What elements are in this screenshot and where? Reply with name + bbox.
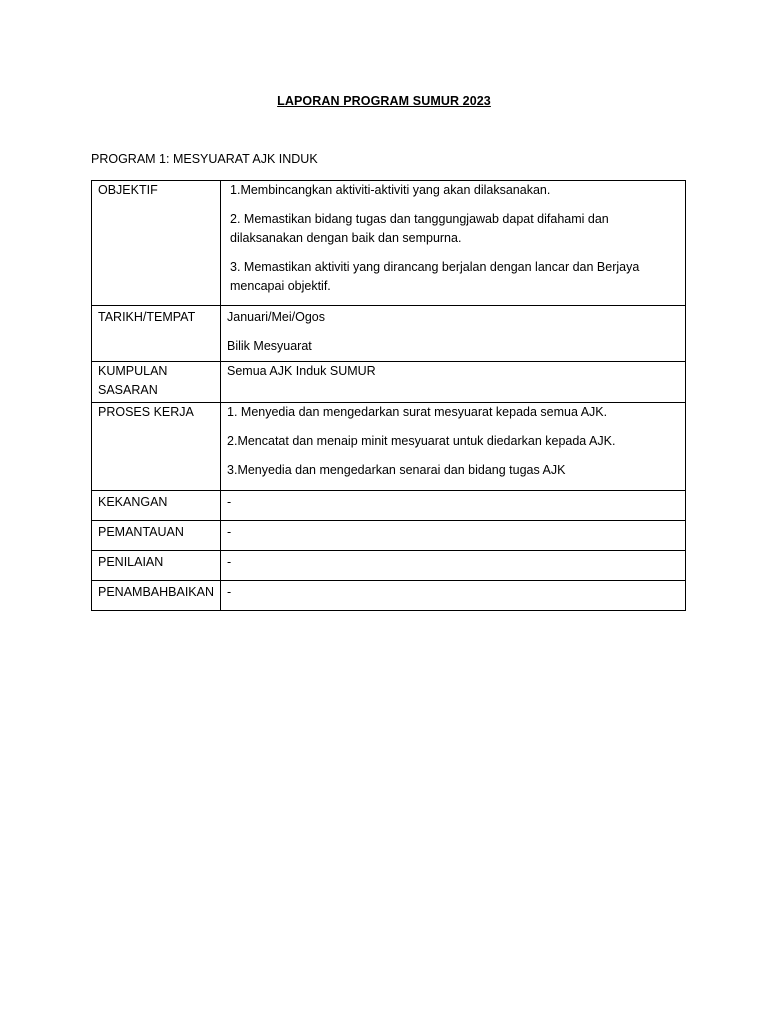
- proses-item-3: 3.Menyedia dan mengedarkan senarai dan bidang tugas AJK: [227, 463, 566, 477]
- proses-item-2: 2.Mencatat dan menaip minit mesyuarat untuk diedarkan kepada AJK.: [227, 434, 616, 448]
- label-proses-kerja: PROSES KERJA: [92, 403, 221, 491]
- report-table: [91, 180, 686, 611]
- label-pemantauan: PEMANTAUAN: [92, 521, 221, 551]
- page-title: LAPORAN PROGRAM SUMUR 2023: [277, 94, 491, 108]
- tempat-value: Bilik Mesyuarat: [227, 339, 312, 353]
- program-heading: PROGRAM 1: MESYUARAT AJK INDUK: [91, 152, 318, 166]
- value-kekangan: -: [221, 491, 686, 521]
- label-tarikh-tempat: TARIKH/TEMPAT: [92, 306, 221, 362]
- label-penilaian: PENILAIAN: [92, 551, 221, 581]
- objektif-item-2: 2. Memastikan bidang tugas dan tanggungjawab dapat difahami dan dilaksanakan dengan baik dan sempurna.: [230, 212, 609, 245]
- tarikh-value: Januari/Mei/Ogos: [227, 310, 325, 324]
- objektif-item-1: 1.Membincangkan aktiviti-aktiviti yang akan dilaksanakan.: [230, 183, 551, 197]
- value-tarikh-tempat: [221, 306, 686, 362]
- value-proses-kerja: [221, 403, 686, 491]
- table-row-penilaian: [92, 551, 686, 581]
- label-kekangan: KEKANGAN: [92, 491, 221, 521]
- table-row-tarikh-tempat: [92, 306, 686, 362]
- value-pemantauan: -: [221, 521, 686, 551]
- value-penambahbaikan: -: [221, 581, 686, 611]
- value-penilaian: -: [221, 551, 686, 581]
- label-kumpulan-sasaran: KUMPULAN SASARAN: [92, 362, 221, 403]
- label-penambahbaikan: PENAMBAHBAIKAN: [92, 581, 221, 611]
- table-row-kumpulan-sasaran: [92, 362, 686, 403]
- value-kumpulan-sasaran: Semua AJK Induk SUMUR: [221, 362, 686, 403]
- label-objektif: OBJEKTIF: [92, 181, 221, 306]
- table-row-objektif: [92, 181, 686, 306]
- table-row-pemantauan: [92, 521, 686, 551]
- table-row-proses-kerja: [92, 403, 686, 491]
- objektif-item-3: 3. Memastikan aktiviti yang dirancang berjalan dengan lancar dan Berjaya mencapai objektif.: [230, 260, 640, 293]
- table-row-penambahbaikan: [92, 581, 686, 611]
- table-row-kekangan: [92, 491, 686, 521]
- value-objektif: [221, 181, 686, 306]
- proses-item-1: 1. Menyedia dan mengedarkan surat mesyuarat kepada semua AJK.: [227, 405, 608, 419]
